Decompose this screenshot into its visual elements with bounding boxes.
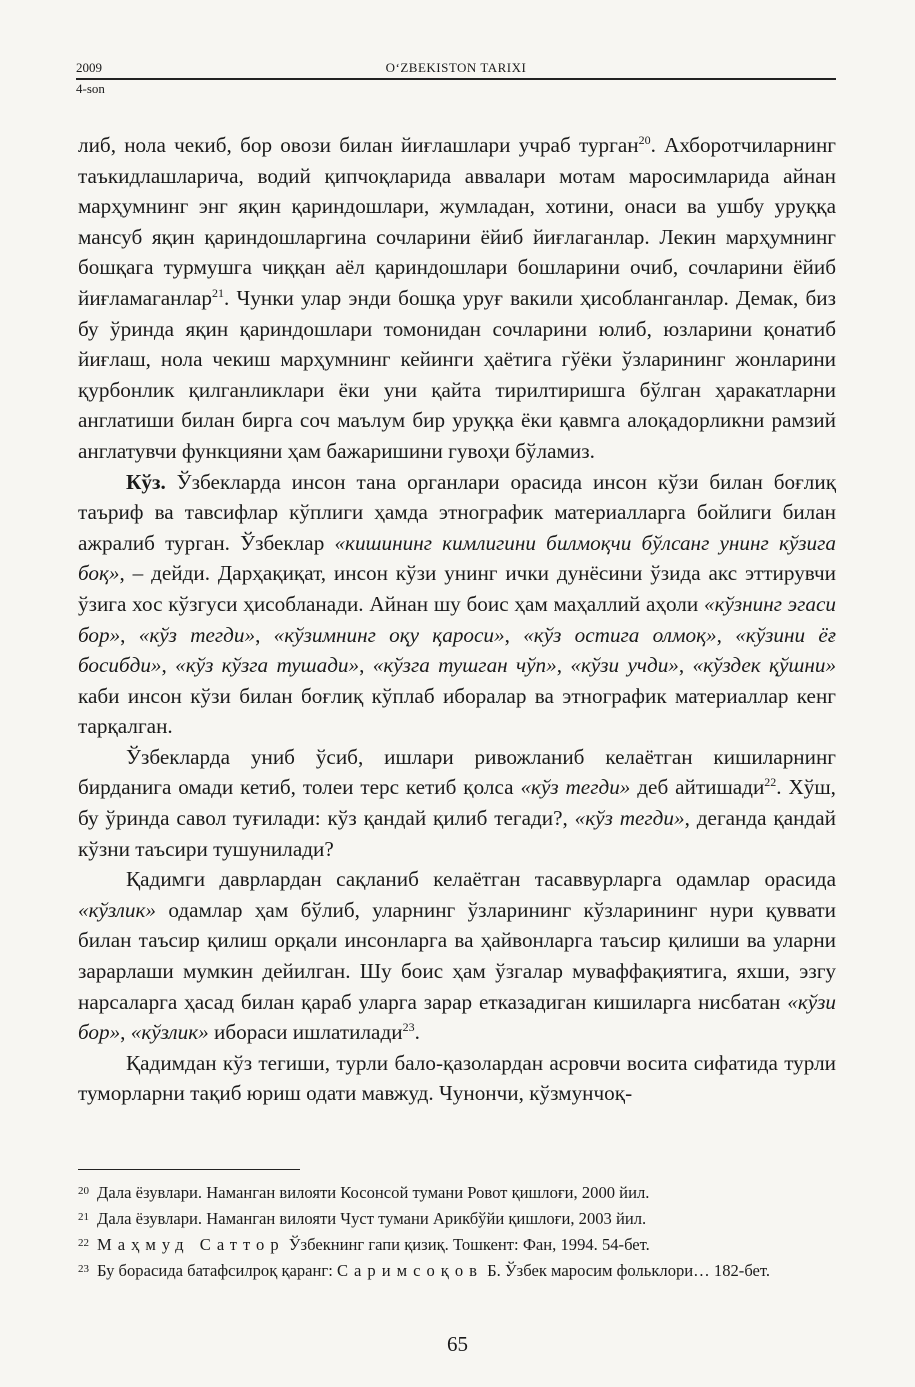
text-run: , xyxy=(120,622,139,647)
footnote-number: 23 xyxy=(78,1263,89,1275)
footnote-ref: 20 xyxy=(638,132,651,147)
italic-phrase: «кишининг кимлигини билмоқчи бўлсанг унинг кўзига боқ» xyxy=(78,530,836,586)
italic-phrase: «кўз тегди» xyxy=(520,775,631,800)
footnote-rule xyxy=(78,1169,300,1170)
author-name: Маҳмуд Саттор xyxy=(97,1235,285,1254)
italic-phrase: «кўзи бор» xyxy=(78,989,836,1045)
italic-phrase: «кўздек қўшни» xyxy=(692,653,837,678)
page-number: 65 xyxy=(447,1332,468,1356)
footnote-ref: 21 xyxy=(212,285,225,300)
text-run: , xyxy=(120,1020,131,1045)
paragraph xyxy=(78,130,836,467)
text-run: . Чунки улар энди бошқа уруғ вакили ҳисобланганлар. Демак, биз бу ўринда яқин қариндошлари томонидан сочларини юлиб, юзларини қонатиб йиғлаш, нола чекиш марҳумнинг кейинги ҳаётига гўёки ўзларининг жонларини қурбонлик қилганликлари ёки уни қайта тирилтиришга бўлган ҳаракатларни англатиши билан бирга соч маълум бир уруққа ёки қавмга алоқадорликни рамзий англатувчи функцияни ҳам бажаришини гувоҳи бўламиз. xyxy=(78,285,836,463)
text-run: , xyxy=(161,653,176,678)
italic-phrase: «кўзлик» xyxy=(130,1020,209,1045)
text-run: Бу борасида батафсилроқ қаранг: xyxy=(97,1261,337,1280)
text-run: , xyxy=(716,622,736,647)
footnote-item xyxy=(78,1206,836,1232)
footnote-item xyxy=(78,1258,836,1284)
text-run: , xyxy=(556,653,571,678)
text-run: , деганда қандай кўзни таъсири тушунилади? xyxy=(78,806,836,861)
italic-phrase: «кўзлик» xyxy=(78,897,156,922)
text-run: Дала ёзувлари. Наманган вилояти Чуст тумани Арикбўйи қишлоғи, 2003 йил. xyxy=(97,1209,647,1228)
article-body xyxy=(78,130,836,1109)
bold-term: Кўз. xyxy=(126,469,166,494)
italic-phrase: «кўз остига олмоқ» xyxy=(523,622,717,647)
text-run: каби инсон кўзи билан боғлиқ кўплаб иборалар ва этнографик материаллар кенг тарқалган. xyxy=(78,683,836,739)
text-run: Қадимги даврлардан сақланиб келаётган тасаввурларга одамлар орасида xyxy=(126,867,836,892)
header-rule xyxy=(76,78,836,80)
text-run: . Ахборотчиларнинг таъкидлашларича, водий қипчоқларида аввалари мотам маросимларида айнан марҳумнинг энг яқин қариндошлари, жумладан, хотини, онаси ва ушбу уруққа мансуб яқин қариндошларгина сочларини ёйиб йиғлаганлар. Лекин марҳумнинг бошқага турмушга чиққан аёл қариндошлари бошларини очиб, сочларини ёйиб йиғламаганлар xyxy=(78,133,836,310)
header-issue: 4-son xyxy=(76,81,105,96)
text-run: ибораси ишлатилади xyxy=(208,1020,403,1045)
text-run: деб айтишади xyxy=(630,775,765,800)
text-run: Дала ёзувлари. Наманган вилояти Косонсой тумани Ровот қишлоғи, 2000 йил. xyxy=(97,1183,650,1202)
text-run: Ўзбекнинг гапи қизиқ. Тошкент: Фан, 1994. 54-бет. xyxy=(284,1235,650,1254)
paragraph xyxy=(78,742,836,864)
header-journal-title: O‘ZBEKISTON TARIXI xyxy=(385,60,527,75)
footnote-ref: 22 xyxy=(764,775,777,790)
paragraph xyxy=(78,1048,836,1109)
text-run: Ўзбекларда инсон тана органлари орасида инсон кўзи билан боғлиқ таъриф ва тавсифлар кўплиги ҳамда этнографик материалларга бойлиги билан ажралиб турган. Ўзбеклар xyxy=(78,469,836,555)
text-run: , – дейди. Дарҳақиқат, инсон кўзи унинг ички дунёсини ўзида акс эттирувчи ўзига хос кўзгуси ҳисобланади. Айнан шу боис ҳам маҳаллий аҳоли xyxy=(78,561,836,616)
text-run: , xyxy=(678,653,693,678)
footnote-item xyxy=(78,1232,836,1258)
footnote-number: 22 xyxy=(78,1237,89,1249)
italic-phrase: «кўз тегди» xyxy=(138,622,256,647)
italic-phrase: «кўзга тушган чўп» xyxy=(372,653,557,678)
text-run: Б. Ўзбек маросим фольклори… 182-бет. xyxy=(482,1261,771,1280)
italic-phrase: «кўзимнинг оқу қароси» xyxy=(273,622,505,647)
footnote-number: 20 xyxy=(78,1185,89,1197)
text-run: , xyxy=(255,622,274,647)
footnote-item xyxy=(78,1180,836,1206)
footnote-ref: 23 xyxy=(402,1020,415,1035)
text-run: , xyxy=(359,653,373,678)
text-run: Қадимдан кўз тегиши, турли бало-қазолардан асровчи восита сифатида турли туморларни тақиб юриш одати мавжуд. Чунончи, кўзмунчоқ- xyxy=(78,1050,836,1106)
footnote-number: 21 xyxy=(78,1211,89,1223)
text-run: , xyxy=(504,622,524,647)
footnotes xyxy=(78,1180,836,1284)
italic-phrase: «кўзини ёғ босибди» xyxy=(78,622,837,678)
text-run: одамлар ҳам бўлиб, уларнинг ўзларининг кўзларининг нури қуввати билан таъсир қилиш орқали инсонларга ва ҳайвонларга таъсир қилиши ва уларни зарарлаши мумкин дейилган. Шу боис ҳам ўзгалар муваффақиятига, яхши, эзгу нарсаларга ҳасад билан қараб уларга зарар етказадиган кишиларга нисбатан xyxy=(78,897,836,1014)
italic-phrase: «кўзи учди» xyxy=(570,653,679,678)
text-run: . Хўш, бу ўринда савол туғилади: кўз қандай қилиб тегади?, xyxy=(78,775,836,831)
header-year: 2009 xyxy=(76,60,102,75)
italic-phrase: «кўз тегди» xyxy=(574,806,685,831)
text-run: Ўзбекларда униб ўсиб, ишлари ривожланиб келаётган кишиларнинг бирданига омади кетиб, толеи терс кетиб қолса xyxy=(78,744,836,800)
author-name: Саримсоқов xyxy=(336,1261,483,1280)
italic-phrase: «кўз кўзга тушади» xyxy=(175,653,360,678)
text-run: либ, нола чекиб, бор овози билан йиғлашлари учраб турган xyxy=(78,133,639,157)
italic-phrase: «кўзнинг эгаси бор» xyxy=(78,591,837,647)
text-run: . xyxy=(414,1020,420,1045)
paragraph xyxy=(78,864,836,1048)
paragraph xyxy=(78,467,836,742)
